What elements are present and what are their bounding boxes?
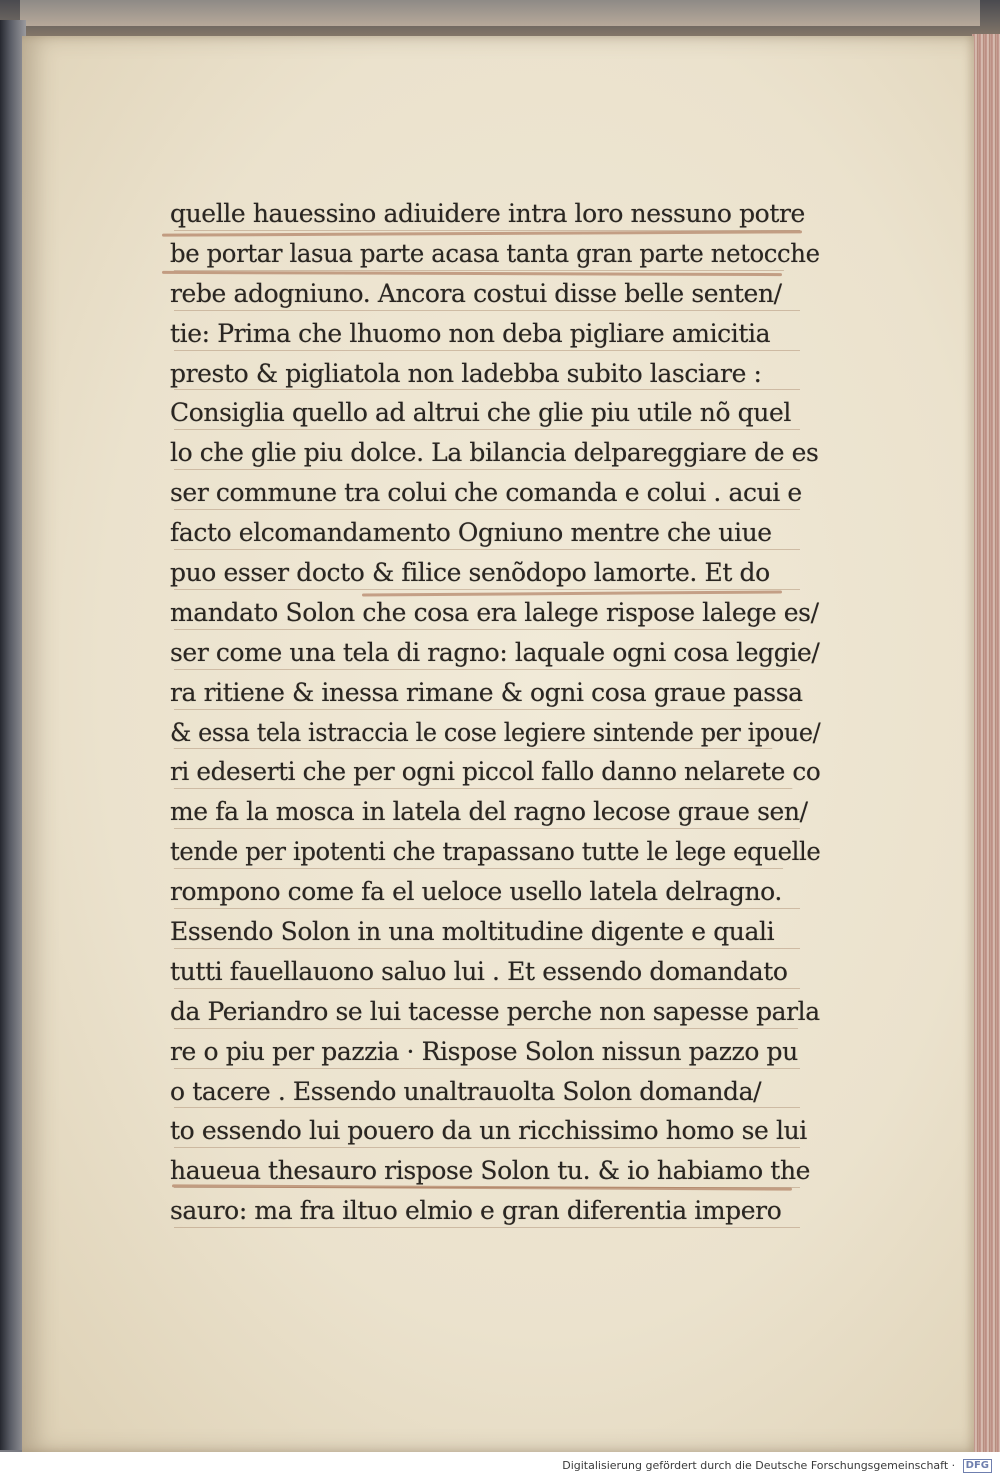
text-line: sauro: ma fra iltuo elmio e gran diferentia impero [170, 1191, 820, 1231]
text-line: quelle hauessino adiuidere intra loro nessuno potre [170, 194, 820, 234]
text-line: puo esser docto & filice senõdopo lamorte. Et do [170, 553, 820, 593]
text-line: Consiglia quello ad altrui che glie piu utile nõ quel [170, 393, 820, 433]
text-line: lo che glie piu dolce. La bilancia delpareggiare de es [170, 433, 820, 473]
footer-credit-text: Digitalisierung gefördert durch die Deutsche Forschungsgemeinschaft · [562, 1459, 956, 1472]
page-leaves-edge [972, 34, 1000, 1454]
text-line: be portar lasua parte acasa tanta gran parte netocche [170, 234, 803, 274]
page-text-block [170, 194, 820, 1231]
text-line: me fa la mosca in latela del ragno lecose graue sen/ [170, 792, 820, 832]
text-line: rompono come fa el ueloce usello latela delragno. [170, 872, 820, 912]
text-line: rebe adogniuno. Ancora costui disse belle senten/ [170, 274, 820, 314]
text-line: to essendo lui pouero da un ricchissimo homo se lui [170, 1111, 820, 1151]
text-line: tutti fauellauono saluo lui . Et essendo domandato [170, 952, 820, 992]
text-line: ser commune tra colui che comanda e colui . acui e [170, 473, 820, 513]
text-line: presto & pigliatola non ladebba subito lasciare : [170, 354, 820, 394]
text-line: & essa tela istraccia le cose legiere sintende per ipoue/ [170, 713, 791, 753]
text-line: ser come una tela di ragno: laquale ogni cosa leggie/ [170, 633, 820, 673]
text-line: tende per ipotenti che trapassano tutte le lege equelle [170, 832, 803, 872]
text-line: da Periandro se lui tacesse perche non sapesse parla [170, 992, 818, 1032]
text-line: facto elcomandamento Ogniuno mentre che uiue [170, 513, 820, 553]
book-page [22, 36, 974, 1452]
text-line: re o piu per pazzia · Rispose Solon nissun pazzo pu [170, 1032, 820, 1072]
text-line: tie: Prima che lhuomo non deba pigliare amicitia [170, 314, 820, 354]
text-line: mandato Solon che cosa era lalege rispose lalege es/ [170, 593, 820, 633]
text-line: o tacere . Essendo unaltrauolta Solon domanda/ [170, 1072, 820, 1112]
digitization-credit [0, 1455, 992, 1477]
text-line: ra ritiene & inessa rimane & ogni cosa graue passa [170, 673, 820, 713]
dfg-logo: DFG [963, 1459, 992, 1473]
text-line: Essendo Solon in una moltitudine digente e quali [170, 912, 820, 952]
text-line: haueua thesauro rispose Solon tu. & io habiamo the [170, 1151, 820, 1191]
text-line: ri edeserti che per ogni piccol fallo danno nelarete co [170, 752, 812, 792]
book-cover-top-strip [20, 0, 980, 26]
